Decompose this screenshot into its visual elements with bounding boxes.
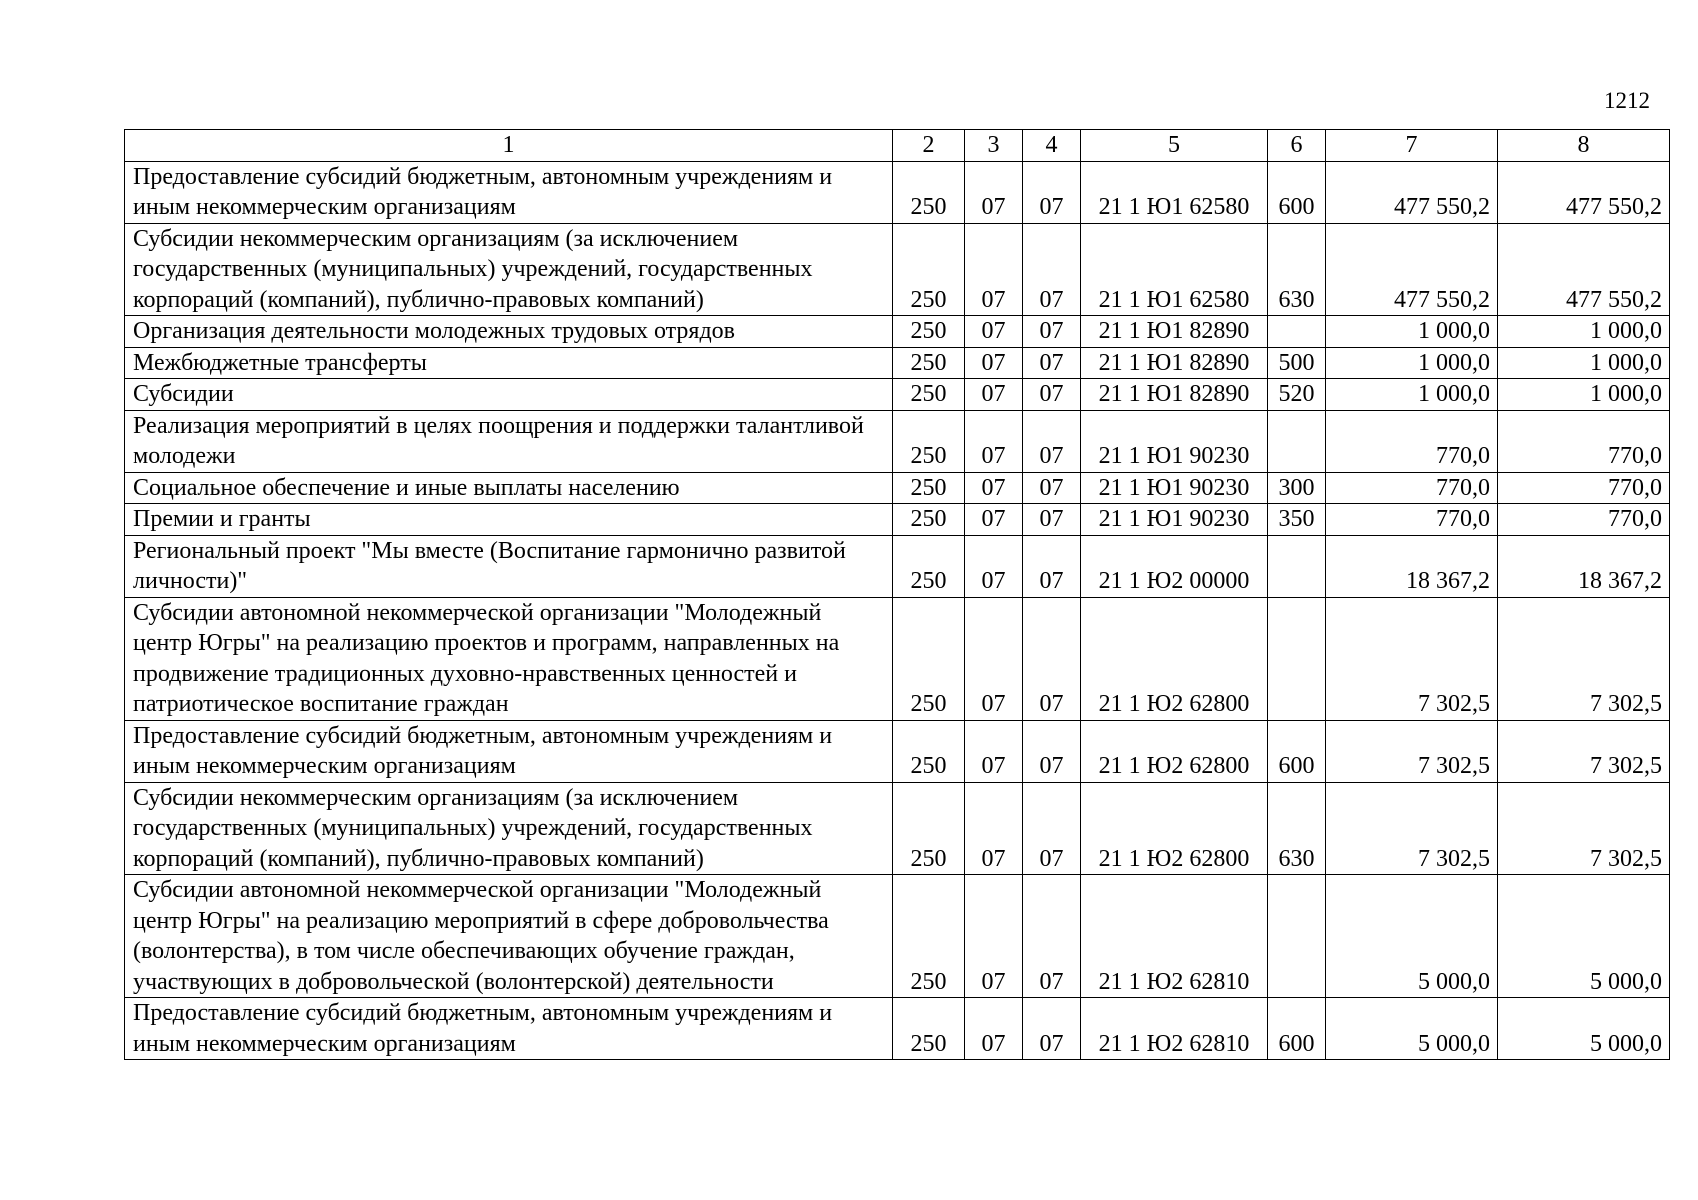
row-expense-type-cell: 630 <box>1268 782 1326 875</box>
row-expense-type-cell: 630 <box>1268 223 1326 316</box>
row-target-article-cell: 21 1 Ю1 90230 <box>1081 504 1268 536</box>
row-amount-2-cell: 1 000,0 <box>1498 379 1670 411</box>
column-header-2: 2 <box>893 130 965 162</box>
row-amount-1-cell: 1 000,0 <box>1326 347 1498 379</box>
row-expense-type-cell: 500 <box>1268 347 1326 379</box>
row-admin-code-cell: 250 <box>893 379 965 411</box>
row-target-article-cell: 21 1 Ю2 62810 <box>1081 998 1268 1060</box>
row-amount-1-cell: 7 302,5 <box>1326 597 1498 720</box>
row-name-cell: Межбюджетные трансферты <box>125 347 893 379</box>
row-target-article-cell: 21 1 Ю2 62800 <box>1081 782 1268 875</box>
row-section-cell: 07 <box>965 597 1023 720</box>
row-subsection-cell: 07 <box>1023 535 1081 597</box>
row-amount-2-cell: 770,0 <box>1498 504 1670 536</box>
table-header-row <box>125 130 1670 162</box>
row-expense-type-cell <box>1268 875 1326 998</box>
row-amount-2-cell: 770,0 <box>1498 410 1670 472</box>
table-row <box>125 347 1670 379</box>
row-target-article-cell: 21 1 Ю2 62800 <box>1081 720 1268 782</box>
row-target-article-cell: 21 1 Ю1 62580 <box>1081 223 1268 316</box>
row-target-article-cell: 21 1 Ю1 82890 <box>1081 379 1268 411</box>
row-section-cell: 07 <box>965 875 1023 998</box>
row-section-cell: 07 <box>965 316 1023 348</box>
row-amount-2-cell: 1 000,0 <box>1498 316 1670 348</box>
row-name-cell: Предоставление субсидий бюджетным, автономным учреждениям и иным некоммерческим организациям <box>125 720 893 782</box>
row-subsection-cell: 07 <box>1023 347 1081 379</box>
row-name-cell: Субсидии некоммерческим организациям (за исключением государственных (муниципальных) учреждений, государственных корпораций (компаний), публично-правовых компаний) <box>125 223 893 316</box>
column-header-5: 5 <box>1081 130 1268 162</box>
row-target-article-cell: 21 1 Ю1 90230 <box>1081 472 1268 504</box>
row-subsection-cell: 07 <box>1023 597 1081 720</box>
row-admin-code-cell: 250 <box>893 875 965 998</box>
row-subsection-cell: 07 <box>1023 472 1081 504</box>
table-row <box>125 504 1670 536</box>
column-header-4: 4 <box>1023 130 1081 162</box>
row-name-cell: Предоставление субсидий бюджетным, автономным учреждениям и иным некоммерческим организациям <box>125 161 893 223</box>
table-row <box>125 472 1670 504</box>
row-amount-1-cell: 5 000,0 <box>1326 998 1498 1060</box>
row-expense-type-cell: 600 <box>1268 161 1326 223</box>
row-expense-type-cell: 600 <box>1268 998 1326 1060</box>
table-row <box>125 379 1670 411</box>
row-amount-2-cell: 7 302,5 <box>1498 720 1670 782</box>
row-amount-1-cell: 770,0 <box>1326 410 1498 472</box>
row-expense-type-cell <box>1268 597 1326 720</box>
row-section-cell: 07 <box>965 504 1023 536</box>
row-amount-2-cell: 5 000,0 <box>1498 998 1670 1060</box>
row-admin-code-cell: 250 <box>893 535 965 597</box>
row-amount-2-cell: 770,0 <box>1498 472 1670 504</box>
row-amount-1-cell: 770,0 <box>1326 504 1498 536</box>
row-subsection-cell: 07 <box>1023 782 1081 875</box>
row-target-article-cell: 21 1 Ю1 90230 <box>1081 410 1268 472</box>
row-name-cell: Предоставление субсидий бюджетным, автономным учреждениям и иным некоммерческим организациям <box>125 998 893 1060</box>
row-subsection-cell: 07 <box>1023 223 1081 316</box>
table-row <box>125 998 1670 1060</box>
row-section-cell: 07 <box>965 379 1023 411</box>
row-name-cell: Субсидии автономной некоммерческой организации "Молодежный центр Югры" на реализацию мероприятий в сфере добровольчества (волонтерства), в том числе обеспечивающих обучение граждан, участвующих в добровольческой (волонтерской) деятельности <box>125 875 893 998</box>
row-amount-2-cell: 1 000,0 <box>1498 347 1670 379</box>
column-header-6: 6 <box>1268 130 1326 162</box>
column-header-8: 8 <box>1498 130 1670 162</box>
row-admin-code-cell: 250 <box>893 504 965 536</box>
row-section-cell: 07 <box>965 223 1023 316</box>
row-subsection-cell: 07 <box>1023 161 1081 223</box>
row-expense-type-cell: 600 <box>1268 720 1326 782</box>
row-section-cell: 07 <box>965 347 1023 379</box>
row-subsection-cell: 07 <box>1023 316 1081 348</box>
row-target-article-cell: 21 1 Ю1 62580 <box>1081 161 1268 223</box>
row-expense-type-cell <box>1268 410 1326 472</box>
row-amount-1-cell: 1 000,0 <box>1326 379 1498 411</box>
row-name-cell: Региональный проект "Мы вместе (Воспитание гармонично развитой личности)" <box>125 535 893 597</box>
row-name-cell: Организация деятельности молодежных трудовых отрядов <box>125 316 893 348</box>
row-amount-2-cell: 5 000,0 <box>1498 875 1670 998</box>
row-expense-type-cell: 520 <box>1268 379 1326 411</box>
row-admin-code-cell: 250 <box>893 597 965 720</box>
row-target-article-cell: 21 1 Ю1 82890 <box>1081 347 1268 379</box>
row-target-article-cell: 21 1 Ю2 00000 <box>1081 535 1268 597</box>
table-row <box>125 316 1670 348</box>
row-target-article-cell: 21 1 Ю2 62800 <box>1081 597 1268 720</box>
column-header-7: 7 <box>1326 130 1498 162</box>
row-admin-code-cell: 250 <box>893 347 965 379</box>
row-admin-code-cell: 250 <box>893 316 965 348</box>
row-subsection-cell: 07 <box>1023 410 1081 472</box>
row-admin-code-cell: 250 <box>893 223 965 316</box>
row-expense-type-cell <box>1268 535 1326 597</box>
row-expense-type-cell: 300 <box>1268 472 1326 504</box>
row-target-article-cell: 21 1 Ю2 62810 <box>1081 875 1268 998</box>
row-amount-1-cell: 5 000,0 <box>1326 875 1498 998</box>
column-header-3: 3 <box>965 130 1023 162</box>
row-name-cell: Субсидии <box>125 379 893 411</box>
page-number: 1212 <box>1604 88 1650 113</box>
row-amount-1-cell: 770,0 <box>1326 472 1498 504</box>
row-subsection-cell: 07 <box>1023 379 1081 411</box>
table-row <box>125 720 1670 782</box>
row-admin-code-cell: 250 <box>893 472 965 504</box>
row-expense-type-cell: 350 <box>1268 504 1326 536</box>
row-amount-1-cell: 7 302,5 <box>1326 720 1498 782</box>
row-name-cell: Социальное обеспечение и иные выплаты населению <box>125 472 893 504</box>
row-expense-type-cell <box>1268 316 1326 348</box>
table-body <box>125 161 1670 1060</box>
row-admin-code-cell: 250 <box>893 998 965 1060</box>
row-amount-1-cell: 477 550,2 <box>1326 161 1498 223</box>
row-section-cell: 07 <box>965 410 1023 472</box>
row-target-article-cell: 21 1 Ю1 82890 <box>1081 316 1268 348</box>
table-row <box>125 161 1670 223</box>
row-amount-2-cell: 7 302,5 <box>1498 782 1670 875</box>
row-amount-2-cell: 477 550,2 <box>1498 223 1670 316</box>
table-row <box>125 782 1670 875</box>
row-section-cell: 07 <box>965 535 1023 597</box>
table-row <box>125 597 1670 720</box>
row-amount-1-cell: 7 302,5 <box>1326 782 1498 875</box>
row-admin-code-cell: 250 <box>893 720 965 782</box>
row-admin-code-cell: 250 <box>893 782 965 875</box>
row-name-cell: Реализация мероприятий в целях поощрения и поддержки талантливой молодежи <box>125 410 893 472</box>
row-subsection-cell: 07 <box>1023 504 1081 536</box>
table-row <box>125 875 1670 998</box>
table-row <box>125 535 1670 597</box>
row-section-cell: 07 <box>965 161 1023 223</box>
row-name-cell: Премии и гранты <box>125 504 893 536</box>
row-subsection-cell: 07 <box>1023 875 1081 998</box>
row-amount-2-cell: 7 302,5 <box>1498 597 1670 720</box>
column-header-1: 1 <box>125 130 893 162</box>
row-section-cell: 07 <box>965 720 1023 782</box>
row-amount-1-cell: 1 000,0 <box>1326 316 1498 348</box>
row-subsection-cell: 07 <box>1023 720 1081 782</box>
budget-table <box>124 129 1670 1060</box>
table-row <box>125 410 1670 472</box>
row-name-cell: Субсидии автономной некоммерческой организации "Молодежный центр Югры" на реализацию проектов и программ, направленных на продвижение традиционных духовно-нравственных ценностей и патриотическое воспитание граждан <box>125 597 893 720</box>
row-admin-code-cell: 250 <box>893 410 965 472</box>
row-amount-2-cell: 477 550,2 <box>1498 161 1670 223</box>
row-section-cell: 07 <box>965 998 1023 1060</box>
row-amount-1-cell: 18 367,2 <box>1326 535 1498 597</box>
row-section-cell: 07 <box>965 472 1023 504</box>
row-amount-2-cell: 18 367,2 <box>1498 535 1670 597</box>
row-section-cell: 07 <box>965 782 1023 875</box>
row-name-cell: Субсидии некоммерческим организациям (за исключением государственных (муниципальных) учреждений, государственных корпораций (компаний), публично-правовых компаний) <box>125 782 893 875</box>
row-amount-1-cell: 477 550,2 <box>1326 223 1498 316</box>
row-subsection-cell: 07 <box>1023 998 1081 1060</box>
row-admin-code-cell: 250 <box>893 161 965 223</box>
table-row <box>125 223 1670 316</box>
